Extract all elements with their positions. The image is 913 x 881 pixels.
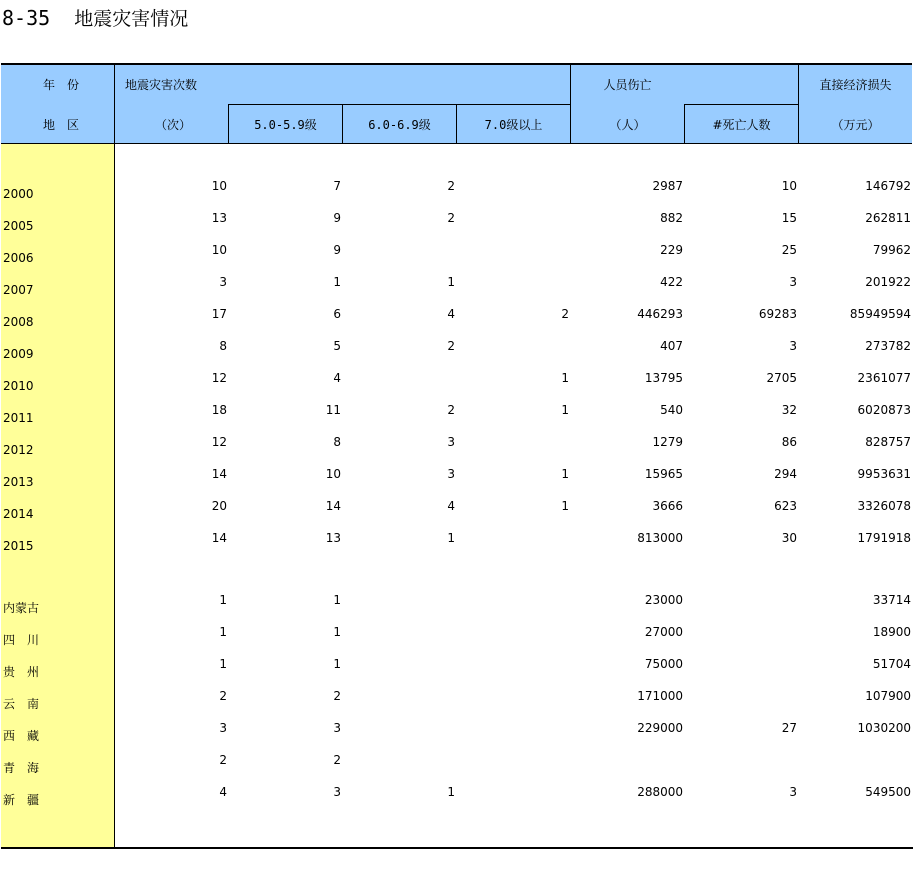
page-title: [2, 6, 188, 31]
deaths-cell: 27: [781, 721, 797, 735]
header-deaths: #死亡人数: [712, 118, 771, 132]
header-magnitude-7: 7.0级以上: [484, 118, 543, 132]
region-row: [0, 753, 913, 776]
year-row: [0, 243, 913, 266]
economic-loss-cell: 1030200: [857, 721, 911, 735]
quake-count-cell: 14: [211, 531, 227, 545]
row-label: 西 藏: [3, 729, 40, 743]
magnitude-5-cell: 7: [333, 179, 341, 193]
casualties-cell: 882: [660, 211, 683, 225]
magnitude-5-cell: 1: [333, 593, 341, 607]
magnitude-7-cell: 1: [561, 467, 569, 481]
year-row: [0, 275, 913, 298]
magnitude-7-cell: 1: [561, 499, 569, 513]
table-title: 地震灾害情况: [74, 8, 189, 30]
magnitude-6-cell: 2: [447, 403, 455, 417]
casualties-cell: 23000: [644, 593, 683, 607]
quake-count-cell: 8: [219, 339, 227, 353]
casualties-cell: 422: [660, 275, 683, 289]
magnitude-5-cell: 11: [325, 403, 341, 417]
casualties-cell: 1279: [652, 435, 683, 449]
row-label: 2009: [3, 347, 34, 361]
deaths-cell: 86: [781, 435, 797, 449]
quake-count-cell: 14: [211, 467, 227, 481]
quake-count-cell: 12: [211, 435, 227, 449]
economic-loss-cell: 18900: [872, 625, 911, 639]
magnitude-6-cell: 2: [447, 179, 455, 193]
row-label: 四 川: [3, 633, 40, 647]
magnitude-5-cell: 8: [333, 435, 341, 449]
year-row: [0, 307, 913, 330]
magnitude-6-cell: 4: [447, 499, 455, 513]
deaths-cell: 69283: [758, 307, 797, 321]
row-label: 2014: [3, 507, 34, 521]
quake-count-cell: 4: [219, 785, 227, 799]
casualties-cell: 3666: [652, 499, 683, 513]
deaths-cell: 15: [781, 211, 797, 225]
casualties-cell: 13795: [644, 371, 683, 385]
deaths-cell: 2705: [766, 371, 797, 385]
magnitude-5-cell: 9: [333, 243, 341, 257]
region-row: [0, 689, 913, 712]
year-row: [0, 403, 913, 426]
quake-count-cell: 1: [219, 657, 227, 671]
deaths-cell: 10: [781, 179, 797, 193]
magnitude-6-cell: 4: [447, 307, 455, 321]
quake-count-cell: 1: [219, 625, 227, 639]
magnitude-5-cell: 3: [333, 721, 341, 735]
deaths-cell: 623: [774, 499, 797, 513]
quake-count-cell: 3: [219, 721, 227, 735]
year-row: [0, 339, 913, 362]
header-stub-year: 年 份: [42, 78, 79, 92]
header-quake-count-unit: （次）: [154, 118, 191, 132]
casualties-cell: 15965: [644, 467, 683, 481]
economic-loss-cell: 85949594: [849, 307, 911, 321]
header-divider: [684, 104, 798, 105]
quake-count-cell: 2: [219, 689, 227, 703]
header-economic-loss: 直接经济损失: [819, 78, 892, 92]
region-row: [0, 657, 913, 680]
economic-loss-cell: 79962: [872, 243, 911, 257]
casualties-cell: 540: [660, 403, 683, 417]
year-row: [0, 531, 913, 554]
magnitude-5-cell: 10: [325, 467, 341, 481]
deaths-cell: 3: [789, 275, 797, 289]
economic-loss-cell: 549500: [865, 785, 911, 799]
economic-loss-cell: 33714: [872, 593, 911, 607]
casualties-cell: 288000: [637, 785, 683, 799]
casualties-cell: 171000: [637, 689, 683, 703]
row-label: 2007: [3, 283, 34, 297]
header-divider: [228, 104, 570, 105]
year-row: [0, 371, 913, 394]
row-label: 2012: [3, 443, 34, 457]
magnitude-6-cell: 2: [447, 339, 455, 353]
quake-count-cell: 18: [211, 403, 227, 417]
row-label: 2010: [3, 379, 34, 393]
economic-loss-cell: 107900: [865, 689, 911, 703]
year-row: [0, 499, 913, 522]
row-label: 2013: [3, 475, 34, 489]
row-label: 新 疆: [3, 793, 40, 807]
magnitude-5-cell: 6: [333, 307, 341, 321]
table-code: 8-35: [2, 6, 51, 30]
magnitude-5-cell: 4: [333, 371, 341, 385]
header-magnitude-6: 6.0-6.9级: [368, 118, 431, 132]
row-label: 2005: [3, 219, 34, 233]
magnitude-6-cell: 2: [447, 211, 455, 225]
deaths-cell: 3: [789, 339, 797, 353]
header-magnitude-5: 5.0-5.9级: [254, 118, 317, 132]
casualties-cell: 813000: [637, 531, 683, 545]
economic-loss-cell: 146792: [865, 179, 911, 193]
economic-loss-cell: 201922: [865, 275, 911, 289]
quake-count-cell: 2: [219, 753, 227, 767]
economic-loss-cell: 3326078: [857, 499, 911, 513]
economic-loss-cell: 51704: [872, 657, 911, 671]
deaths-cell: 25: [781, 243, 797, 257]
quake-count-cell: 10: [211, 243, 227, 257]
row-label: 2015: [3, 539, 34, 553]
header-stub-region: 地 区: [42, 118, 79, 132]
magnitude-7-cell: 2: [561, 307, 569, 321]
row-label: 2011: [3, 411, 34, 425]
casualties-cell: 27000: [644, 625, 683, 639]
row-label: 2000: [3, 187, 34, 201]
quake-count-cell: 12: [211, 371, 227, 385]
header-casualties: 人员伤亡: [603, 78, 652, 92]
magnitude-5-cell: 2: [333, 689, 341, 703]
region-row: [0, 593, 913, 616]
magnitude-5-cell: 3: [333, 785, 341, 799]
deaths-cell: 30: [781, 531, 797, 545]
casualties-cell: 407: [660, 339, 683, 353]
economic-loss-cell: 1791918: [857, 531, 911, 545]
casualties-cell: 229000: [637, 721, 683, 735]
region-row: [0, 625, 913, 648]
header-quake-count: 地震灾害次数: [125, 78, 198, 92]
magnitude-6-cell: 3: [447, 435, 455, 449]
row-label: 2006: [3, 251, 34, 265]
table-bottom-rule: [1, 847, 913, 849]
magnitude-7-cell: 1: [561, 403, 569, 417]
magnitude-6-cell: 1: [447, 275, 455, 289]
magnitude-6-cell: 1: [447, 785, 455, 799]
casualties-cell: 446293: [637, 307, 683, 321]
row-label: 云 南: [3, 697, 40, 711]
region-row: [0, 785, 913, 808]
economic-loss-cell: 262811: [865, 211, 911, 225]
magnitude-6-cell: 3: [447, 467, 455, 481]
region-row: [0, 721, 913, 744]
magnitude-5-cell: 13: [325, 531, 341, 545]
table-header: [1, 63, 912, 144]
economic-loss-cell: 273782: [865, 339, 911, 353]
economic-loss-cell: 9953631: [857, 467, 911, 481]
header-casualties-unit: （人）: [609, 118, 646, 132]
quake-count-cell: 1: [219, 593, 227, 607]
deaths-cell: 294: [774, 467, 797, 481]
header-economic-loss-unit: （万元）: [831, 118, 880, 132]
year-row: [0, 435, 913, 458]
row-label: 青 海: [3, 761, 40, 775]
quake-count-cell: 13: [211, 211, 227, 225]
economic-loss-cell: 6020873: [857, 403, 911, 417]
quake-count-cell: 20: [211, 499, 227, 513]
magnitude-5-cell: 1: [333, 275, 341, 289]
deaths-cell: 32: [781, 403, 797, 417]
casualties-cell: 229: [660, 243, 683, 257]
magnitude-5-cell: 9: [333, 211, 341, 225]
row-label: 2008: [3, 315, 34, 329]
header-divider: [114, 65, 115, 143]
year-row: [0, 211, 913, 234]
magnitude-5-cell: 14: [325, 499, 341, 513]
economic-loss-cell: 2361077: [857, 371, 911, 385]
casualties-cell: 75000: [644, 657, 683, 671]
casualties-cell: 2987: [652, 179, 683, 193]
quake-count-cell: 10: [211, 179, 227, 193]
magnitude-7-cell: 1: [561, 371, 569, 385]
magnitude-5-cell: 2: [333, 753, 341, 767]
quake-count-cell: 3: [219, 275, 227, 289]
magnitude-5-cell: 1: [333, 657, 341, 671]
row-label: 内蒙古: [3, 601, 40, 615]
economic-loss-cell: 828757: [865, 435, 911, 449]
magnitude-6-cell: 1: [447, 531, 455, 545]
quake-count-cell: 17: [211, 307, 227, 321]
magnitude-5-cell: 1: [333, 625, 341, 639]
year-row: [0, 179, 913, 202]
deaths-cell: 3: [789, 785, 797, 799]
year-row: [0, 467, 913, 490]
row-label: 贵 州: [3, 665, 40, 679]
magnitude-5-cell: 5: [333, 339, 341, 353]
